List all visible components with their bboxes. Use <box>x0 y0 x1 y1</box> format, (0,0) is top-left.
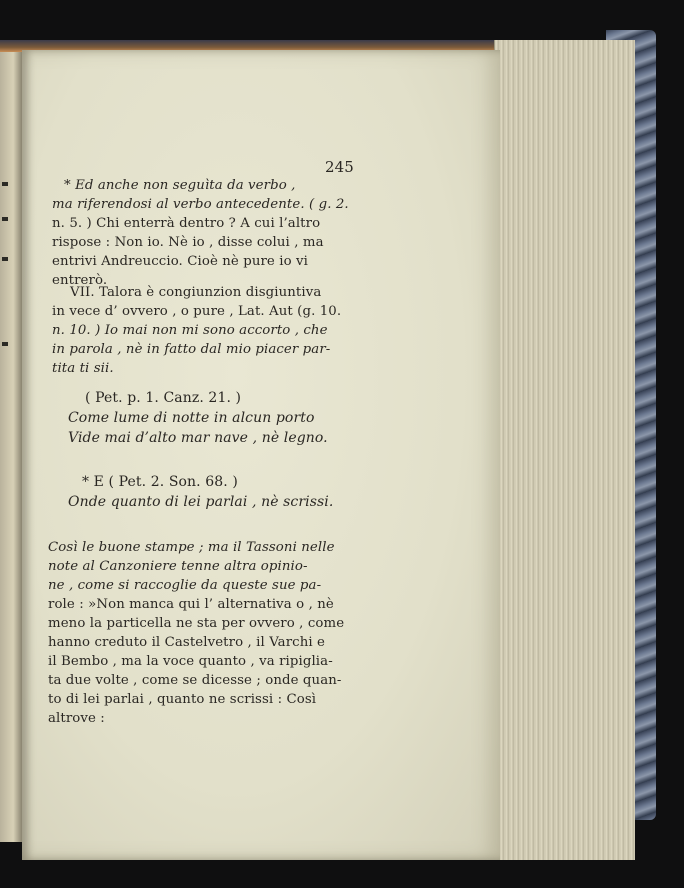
text-line: entrivi Andreuccio. Cioè nè pure io vi <box>52 254 308 269</box>
text-line: VII. Talora è congiunzion disgiuntiva <box>70 285 322 300</box>
text-line: rispose : Non io. Nè io , disse colui , ma <box>52 235 324 250</box>
note-line: to di lei parlai , quanto ne scrissi : Così <box>48 692 317 707</box>
page-edges <box>494 40 635 860</box>
verse-line: Vide mai d’alto mar nave , nè legno. <box>68 430 328 446</box>
text-line: ma riferendosi al verbo antecedente. ( g. 2. <box>52 197 349 212</box>
text-line: tita ti sii. <box>52 361 114 376</box>
citation: * E ( Pet. 2. Son. 68. ) <box>82 474 238 490</box>
citation: ( Pet. p. 1. Canz. 21. ) <box>85 390 242 406</box>
text-line: * Ed anche non seguìta da verbo , <box>64 178 296 193</box>
text-line: in parola , nè in fatto dal mio piacer par- <box>52 342 331 357</box>
page-number: 245 <box>325 158 354 176</box>
note-line: il Bembo , ma la voce quanto , va ripiglia- <box>48 654 333 669</box>
note-line: Così le buone stampe ; ma il Tassoni nelle <box>48 540 335 555</box>
left-page-edge <box>0 52 23 842</box>
note-line: note al Canzoniere tenne altra opinio- <box>48 559 308 574</box>
text-line: entrerò. <box>52 273 108 288</box>
note-line: meno la particella ne sta per ovvero , come <box>48 616 345 631</box>
text-line: n. 10. ) Io mai non mi sono accorto , che <box>52 323 328 338</box>
note-line: altrove : <box>48 711 105 726</box>
note-line: hanno creduto il Castelvetro , il Varchi e <box>48 635 326 650</box>
left-page-mark <box>2 257 8 261</box>
note-line: role : »Non manca qui l’ alternativa o , nè <box>48 597 334 612</box>
left-page-mark <box>2 342 8 346</box>
book-page <box>22 50 500 860</box>
note-line: ne , come si raccoglie da queste sue pa- <box>48 578 322 593</box>
text-line: n. 5. ) Chi enterrà dentro ? A cui l’altro <box>52 216 321 231</box>
verse-line: Come lume di notte in alcun porto <box>68 410 315 426</box>
text-line: in vece d’ ovvero , o pure , Lat. Aut (g. 10. <box>52 304 342 319</box>
verse-line: Onde quanto di lei parlai , nè scrissi. <box>68 494 334 510</box>
left-page-mark <box>2 182 8 186</box>
note-line: ta due volte , come se dicesse ; onde quan- <box>48 673 342 688</box>
left-page-mark <box>2 217 8 221</box>
